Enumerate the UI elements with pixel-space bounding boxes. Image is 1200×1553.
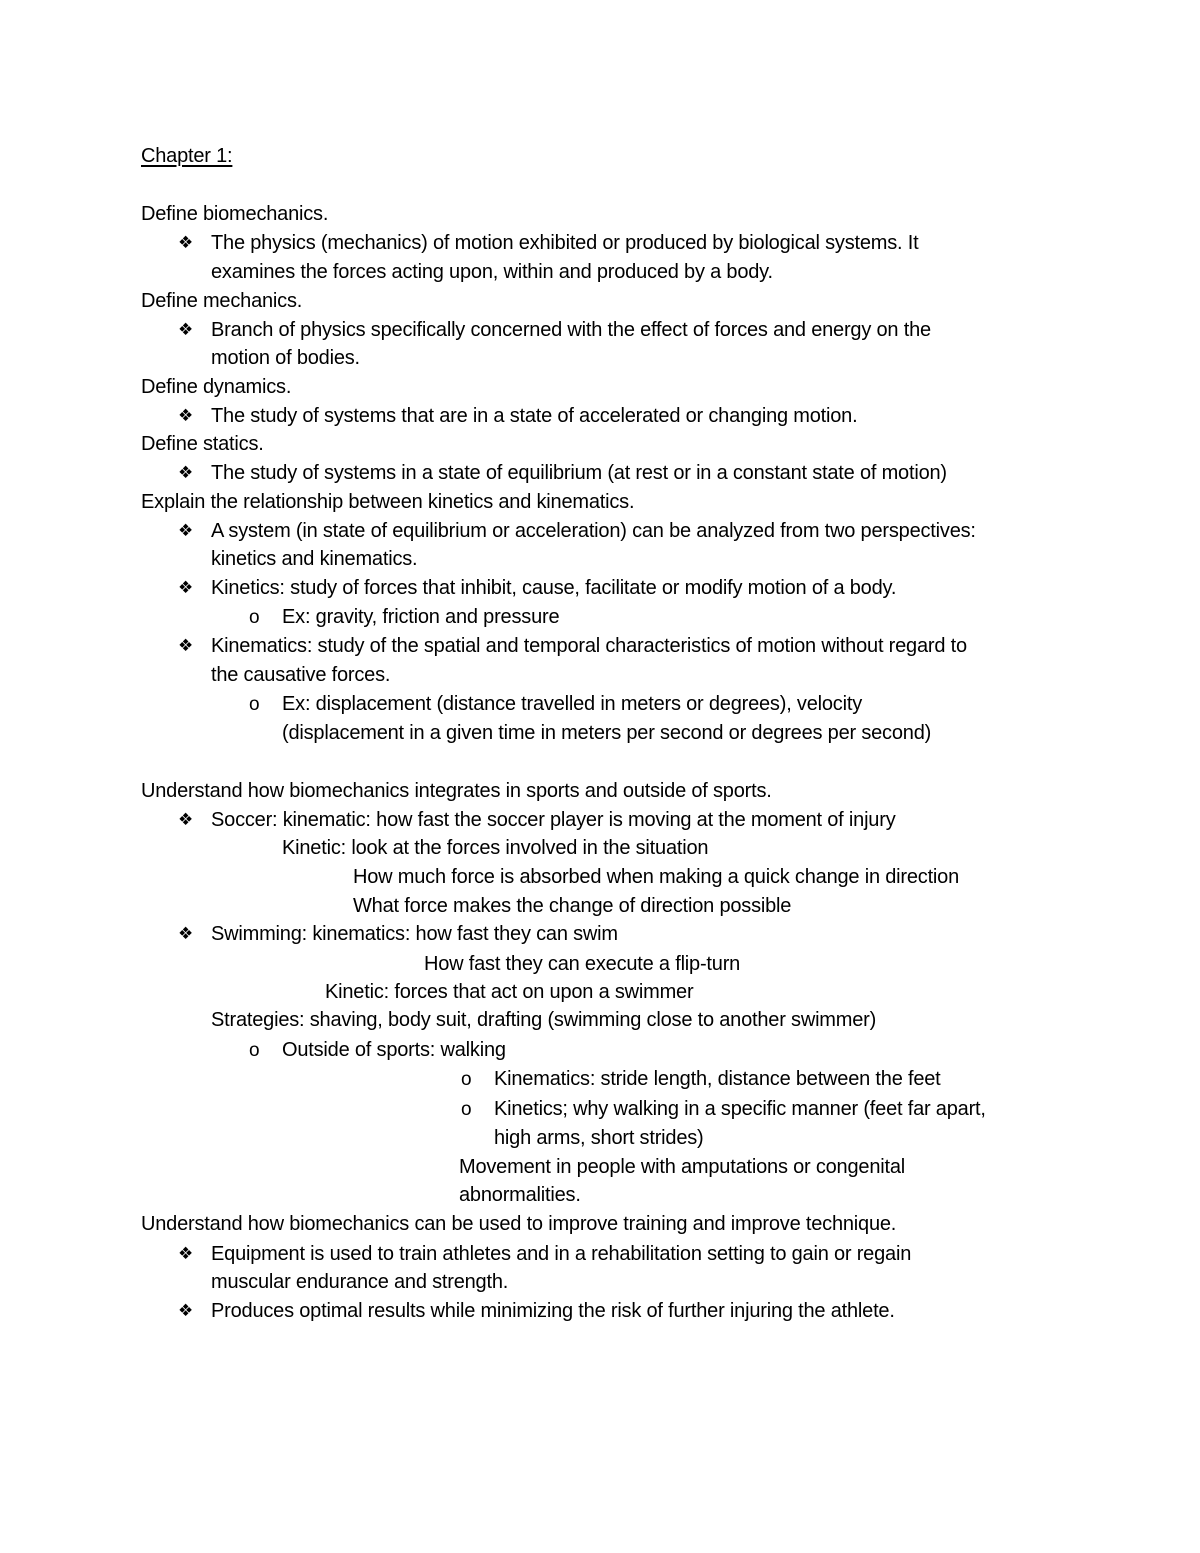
- sub-bullet-icon: o: [461, 1069, 472, 1090]
- answer-text: The study of systems in a state of equilibrium (at rest or in a constant state of motion): [211, 462, 947, 484]
- answer-text: Swimming: kinematics: how fast they can swim: [211, 923, 618, 945]
- answer-text: The study of systems that are in a state of accelerated or changing motion.: [211, 405, 858, 427]
- answer-text: muscular endurance and strength.: [211, 1271, 509, 1293]
- answer-text: Branch of physics specifically concerned with the effect of forces and energy on the: [211, 319, 931, 341]
- answer-text: abnormalities.: [459, 1184, 581, 1206]
- bullet-diamond-icon: ❖: [178, 1301, 194, 1321]
- answer-text: Movement in people with amputations or congenital: [459, 1156, 906, 1178]
- question-heading: Explain the relationship between kinetics and kinematics.: [141, 491, 635, 513]
- bullet-diamond-icon: ❖: [178, 1244, 194, 1264]
- answer-text: The physics (mechanics) of motion exhibited or produced by biological systems. It: [211, 232, 919, 254]
- bullet-diamond-icon: ❖: [178, 233, 194, 253]
- answer-text: Soccer: kinematic: how fast the soccer player is moving at the moment of injury: [211, 809, 896, 831]
- bullet-diamond-icon: ❖: [178, 463, 194, 483]
- sub-answer-text: Kinematics: stride length, distance between the feet: [494, 1068, 941, 1090]
- answer-text: examines the forces acting upon, within and produced by a body.: [211, 261, 773, 283]
- chapter-title: Chapter 1:: [141, 145, 233, 167]
- question-heading: Understand how biomechanics can be used to improve training and improve technique.: [141, 1213, 897, 1235]
- sub-bullet-icon: o: [249, 694, 260, 715]
- answer-text: Produces optimal results while minimizing the risk of further injuring the athlete.: [211, 1300, 895, 1322]
- answer-text: kinetics and kinematics.: [211, 548, 418, 570]
- question-heading: Define dynamics.: [141, 376, 292, 398]
- answer-text: Kinetics: study of forces that inhibit, cause, facilitate or modify motion of a body.: [211, 577, 897, 599]
- bullet-diamond-icon: ❖: [178, 521, 194, 541]
- sub-answer-text: Kinetics; why walking in a specific manner (feet far apart,: [494, 1098, 986, 1120]
- bullet-diamond-icon: ❖: [178, 636, 194, 656]
- answer-text: Kinematics: study of the spatial and temporal characteristics of motion without regard to: [211, 635, 967, 657]
- bullet-diamond-icon: ❖: [178, 406, 194, 426]
- sub-bullet-icon: o: [249, 607, 260, 628]
- bullet-diamond-icon: ❖: [178, 924, 194, 944]
- answer-text: Strategies: shaving, body suit, drafting (swimming close to another swimmer): [211, 1009, 877, 1031]
- answer-text: Equipment is used to train athletes and in a rehabilitation setting to gain or regain: [211, 1243, 912, 1265]
- answer-text: A system (in state of equilibrium or acceleration) can be analyzed from two perspectives:: [211, 520, 976, 542]
- sub-bullet-icon: o: [461, 1099, 472, 1120]
- answer-text: Kinetic: forces that act on upon a swimmer: [325, 981, 694, 1003]
- sub-answer-text: high arms, short strides): [494, 1127, 704, 1149]
- answer-text: How much force is absorbed when making a quick change in direction: [353, 866, 960, 888]
- bullet-diamond-icon: ❖: [178, 810, 194, 830]
- question-heading: Define mechanics.: [141, 290, 303, 312]
- answer-text: Kinetic: look at the forces involved in the situation: [282, 837, 709, 859]
- answer-text: the causative forces.: [211, 664, 391, 686]
- sub-answer-text: (displacement in a given time in meters per second or degrees per second): [282, 722, 932, 744]
- answer-text: What force makes the change of direction possible: [353, 895, 792, 917]
- sub-bullet-icon: o: [249, 1040, 260, 1061]
- sub-answer-text: Outside of sports: walking: [282, 1039, 506, 1061]
- bullet-diamond-icon: ❖: [178, 320, 194, 340]
- question-heading: Define statics.: [141, 433, 264, 455]
- sub-answer-text: Ex: gravity, friction and pressure: [282, 606, 560, 628]
- answer-text: How fast they can execute a flip-turn: [424, 953, 741, 975]
- answer-text: motion of bodies.: [211, 347, 360, 369]
- bullet-diamond-icon: ❖: [178, 578, 194, 598]
- question-heading: Define biomechanics.: [141, 203, 329, 225]
- sub-answer-text: Ex: displacement (distance travelled in meters or degrees), velocity: [282, 693, 862, 715]
- question-heading: Understand how biomechanics integrates in sports and outside of sports.: [141, 780, 772, 802]
